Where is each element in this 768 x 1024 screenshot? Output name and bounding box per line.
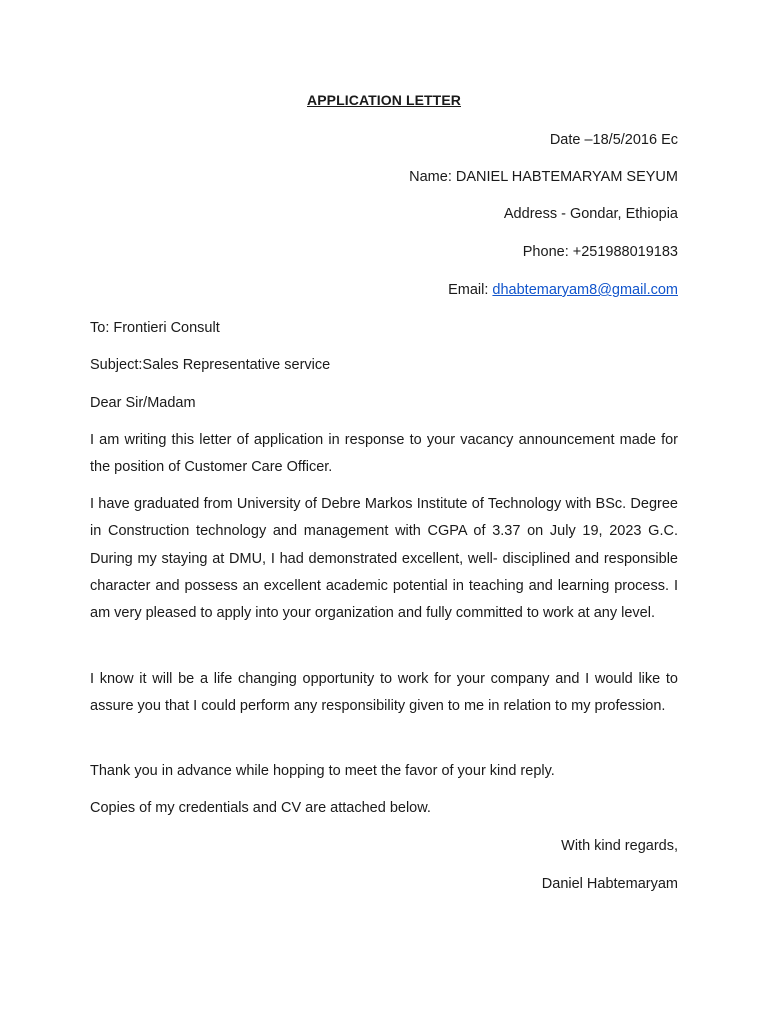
name-line: Name: DANIEL HABTEMARYAM SEYUM (409, 169, 678, 185)
recipient-line: To: Frontieri Consult (90, 320, 220, 336)
body-paragraph-2: I have graduated from University of Debre Markos Institute of Technology with BSc. Degree in Construction technology and management with CGPA of 3.37 on July 19, 2023 G.C. During my staying at DMU, I had demonstrated excellent, well- disciplined and responsible character and possess an excellent academic potential in teaching and learning process. I am very pleased to apply into your organization and fully committed to work at any level. (90, 496, 678, 622)
subject-line: Subject:Sales Representative service (90, 357, 331, 373)
date-line: Date –18/5/2016 Ec (549, 132, 678, 148)
phone-line: Phone: +251988019183 (522, 244, 678, 260)
body-paragraph-1: I am writing this letter of application in response to your vacancy announcement made for the position of Customer Care Officer. (90, 432, 678, 476)
address-line: Address - Gondar, Ethiopia (503, 206, 678, 222)
closing-regards: With kind regards, (561, 838, 678, 854)
body-paragraph-3: I know it will be a life changing opportunity to work for your company and I would like to assure you that I could perform any responsibility given to me in relation to my profession. (90, 671, 678, 715)
letter-title: APPLICATION LETTER (307, 92, 461, 108)
email-label: Email: (448, 282, 493, 298)
signature-name: Daniel Habtemaryam (541, 876, 678, 892)
email-link[interactable]: dhabtemaryam8@gmail.com (492, 282, 678, 298)
email-line (90, 280, 678, 300)
salutation-line: Dear Sir/Madam (90, 395, 196, 411)
body-paragraph-4: Thank you in advance while hopping to meet the favor of your kind reply. (90, 763, 555, 779)
letter-page (90, 0, 678, 1024)
body-paragraph-5: Copies of my credentials and CV are attached below. (90, 800, 431, 816)
